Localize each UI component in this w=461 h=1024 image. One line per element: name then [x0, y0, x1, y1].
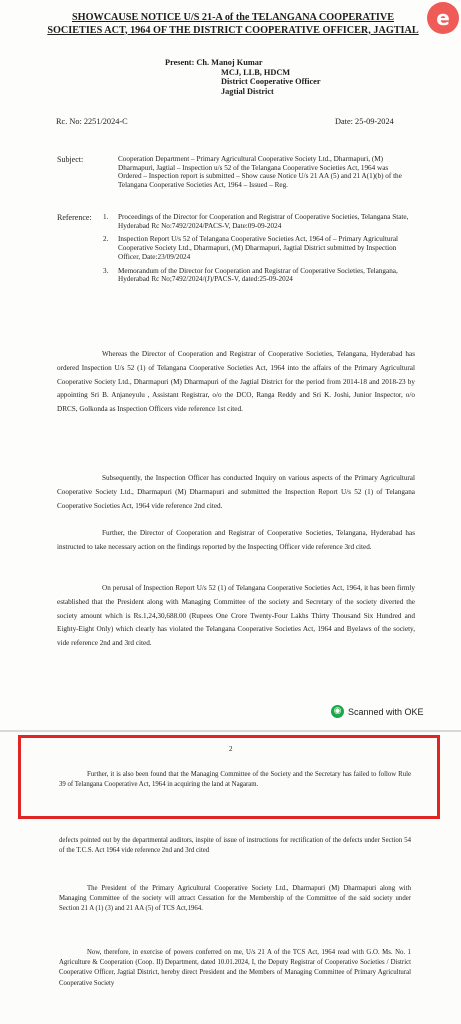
notice-date: Date: 25-09-2024: [335, 117, 394, 126]
presenter-designation: District Cooperative Officer: [221, 77, 321, 86]
body-paragraph-2-text: Subsequently, the Inspection Officer has conducted Inquiry on various aspects of the Primary Agricultural Cooperative Society Ltd., Dharmapuri (M) Dharmapuri and submitted the Inspection Report U/s 52 (1) of Telangana Cooperative Societies Act, 1964 vide reference 2nd cited.: [57, 474, 415, 510]
highlighted-paragraph-text: Further, it is also been found that the Managing Committee of the Society and the Secretary has failed to follow Rule 39 of Telangana Cooperative Act, 1964 in acquiring the land at Nagaram.: [59, 771, 411, 789]
reference-item: [103, 235, 413, 261]
page2-paragraph-3: [59, 948, 411, 989]
page-number: 2: [229, 745, 233, 753]
scanner-logo-icon: ◉: [331, 705, 344, 718]
body-paragraph-4: [57, 582, 415, 651]
presenter-block: [165, 58, 405, 96]
body-paragraph-3-text: Further, the Director of Cooperation and Registrar of Cooperative Societies, Telangana, Hyderabad has instructed to take necessary action on the findings reported by the Inspecting Officer vide reference 3rd cited.: [57, 529, 415, 551]
highlighted-paragraph: [59, 770, 411, 790]
reference-number-3: 3.: [103, 266, 109, 275]
reference-list: [103, 213, 413, 289]
reference-number: Rc. No: 2251/2024-C: [56, 117, 128, 126]
page2-paragraph-3-text: Now, therefore, in exercise of powers conferred on me, U/s 21 A of the TCS Act, 1964 read with G.O. Ms. No. 1 Agriculture & Cooperation (Coop. II) Department, dated 10.01.2024, I, the Deputy Registrar of Cooperative Societies / District Cooperative Officer, Jagtial District, hereby direct President and the Members of Managing Committee of Primary Agricultural Cooperative Society: [59, 949, 411, 987]
app-badge-icon[interactable]: e: [427, 2, 459, 34]
body-paragraph-1: [57, 348, 415, 417]
reference-text-3: Memorandum of the Director for Cooperation and Registrar of Cooperative Societies, Telangana, Hyderabad Rc No;7492/2024/(J)/PACS-V, dated:25-09-2024: [118, 266, 398, 284]
reference-text-1: Proceedings of the Director for Cooperation and Registrar of Cooperative Societies, Telangana State, Hyderabad Rc No:7492/2024/PACS-V, Date:09-09-2024: [118, 213, 409, 230]
page2-paragraph-2-text: The President of the Primary Agricultural Cooperative Society Ltd., Dharmapuri (M) Dharmapuri along with Managing Committee of the society will attract Cessation for the Membership of the Committee of the said society under Section 21 A (1) (3) and 21 AA (5) of TCS Act,1964.: [59, 885, 411, 913]
body-paragraph-2: [57, 472, 415, 513]
page2-paragraph-1-text: defects pointed out by the departmental auditors, inspite of issue of instructions for rectification of the defects under Section 54 of the T.C.S. Act 1964 vide reference 2nd and 3rd cited: [59, 837, 411, 855]
reference-number-1: 1.: [103, 213, 109, 221]
body-paragraph-3: [57, 527, 415, 555]
notice-title: SHOWCAUSE NOTICE U/S 21-A of the TELANGANA COOPERATIVE SOCIETIES ACT, 1964 OF THE DISTRICT COOPERATIVE OFFICER, JAGTIAL: [47, 12, 419, 36]
reference-number-2: 2.: [103, 235, 109, 244]
reference-item: [103, 267, 413, 284]
scanned-watermark: Scanned with OKE: [348, 707, 424, 717]
body-paragraph-1-text: Whereas the Director of Cooperation and Registrar of Cooperative Societies, Telangana, Hyderabad has ordered Inspection U/s 52 (1) of Telangana Cooperative Societies Act, 1964 into the affairs of the Primary Agricultural Cooperative Society Ltd., Dharmapuri (M) Dharmapuri of the Jagtial District for the period from 2014-18 and 2018-23 by appointing Sri B. Anjaneyulu , Assistant Registrar, o/o the DCO, Ranga Reddy and Sri K. Joshi, Junior Inspector, o/o DRCS, Golkonda as Inspection Officers vide reference 1st cited.: [57, 350, 415, 414]
reference-item: [103, 213, 413, 230]
presenter-qualification: MCJ, LLB, HDCM: [221, 67, 291, 77]
subject-label: Subject:: [57, 155, 84, 164]
page2-paragraph-2: [59, 884, 411, 915]
presenter-name: Ch. Manoj Kumar: [196, 58, 263, 67]
presenter-district: Jagtial District: [221, 86, 274, 96]
subject-text: Cooperation Department – Primary Agricultural Cooperative Society Ltd., Dharmapuri, (M) Dharmapuri, Jagtial – Inspection u/s 52 of the Telangana Cooperative Societies Act, 1964 was Ordered – Inspection report is submitted – Show cause Notice U/s 21 AA (5) and 21 A(1)(b) of the Telangana Cooperative Societies Act, 1964 – Issued – Reg.: [118, 155, 402, 189]
body-paragraph-4-text: On perusal of Inspection Report U/s 52 (1) of Telangana Cooperative Societies Act, 1964, it has been firmly established that the President along with Managing Committee of the society and Secretary of the society diverted the society amount which is Rs.1,24,30,688.00 (Rupees One Crore Twenty-Four Lakhs Thirty Thousand Six Hundred and Eighty-Eight Only) which clearly has violated the Telangana Cooperative Societies Act, 1964 and Byelaws of the society, vide reference 2nd and 3rd cited.: [57, 584, 415, 648]
reference-text-2: Inspection Report U/s 52 of Telangana Cooperative Societies Act, 1964 of – Primary Agricultural Cooperative Society Ltd., Dharmapuri, (M) Dharmapuri, Jagtial District submitted by Inspection Officer, Date:23/09/2024: [118, 235, 399, 261]
reference-label: Reference:: [57, 213, 92, 222]
presenter-label: Present:: [165, 58, 195, 67]
page2-paragraph-1: [59, 836, 411, 856]
